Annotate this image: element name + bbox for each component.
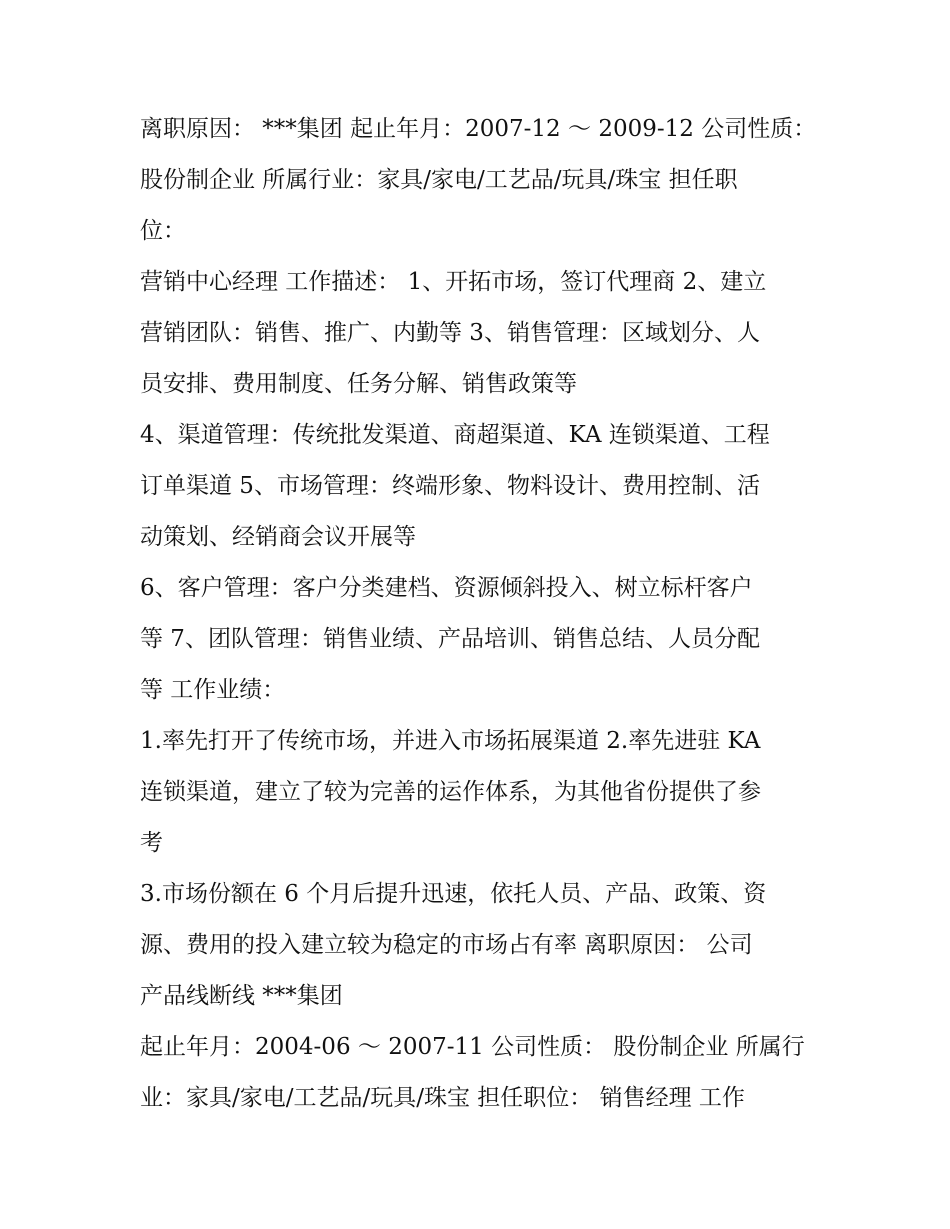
text-line: 考: [140, 830, 163, 856]
text-line: 股份制企业 所属行业：家具/家电/工艺品/玩具/珠宝 担任职: [140, 167, 738, 193]
text-line: 1.率先打开了传统市场，并进入市场拓展渠道 2.率先进驻 KA: [140, 728, 761, 754]
text-line: 等 工作业绩：: [140, 677, 286, 703]
text-line: 营销团队：销售、推广、内勤等 3、销售管理：区域划分、人: [140, 320, 760, 346]
text-line: 6、客户管理：客户分类建档、资源倾斜投入、树立标杆客户: [140, 575, 753, 601]
text-line: 连锁渠道，建立了较为完善的运作体系，为其他省份提供了参: [140, 779, 761, 805]
text-line: 位：: [140, 218, 186, 244]
text-line: 4、渠道管理：传统批发渠道、商超渠道、KA 连锁渠道、工程: [140, 422, 770, 448]
text-line: 源、费用的投入建立较为稳定的市场占有率 离职原因： 公司: [140, 932, 753, 958]
text-line: 动策划、经销商会议开展等: [140, 524, 416, 550]
document-body: [140, 104, 820, 1124]
text-line: 订单渠道 5、市场管理：终端形象、物料设计、费用控制、活: [140, 473, 760, 499]
text-line: 等 7、团队管理：销售业绩、产品培训、销售总结、人员分配: [140, 626, 760, 652]
text-line: 业：家具/家电/工艺品/玩具/珠宝 担任职位： 销售经理 工作: [140, 1085, 745, 1111]
text-line: 离职原因： ***集团 起止年月：2007-12 ～ 2009-12 公司性质：: [140, 116, 817, 142]
text-line: 起止年月：2004-06 ～ 2007-11 公司性质： 股份制企业 所属行: [140, 1034, 805, 1060]
text-line: 产品线断线 ***集团: [140, 983, 343, 1009]
text-line: 营销中心经理 工作描述： 1、开拓市场，签订代理商 2、建立: [140, 269, 767, 295]
text-line: 3.市场份额在 6 个月后提升迅速，依托人员、产品、政策、资: [140, 881, 767, 907]
text-line: 员安排、费用制度、任务分解、销售政策等: [140, 371, 577, 397]
